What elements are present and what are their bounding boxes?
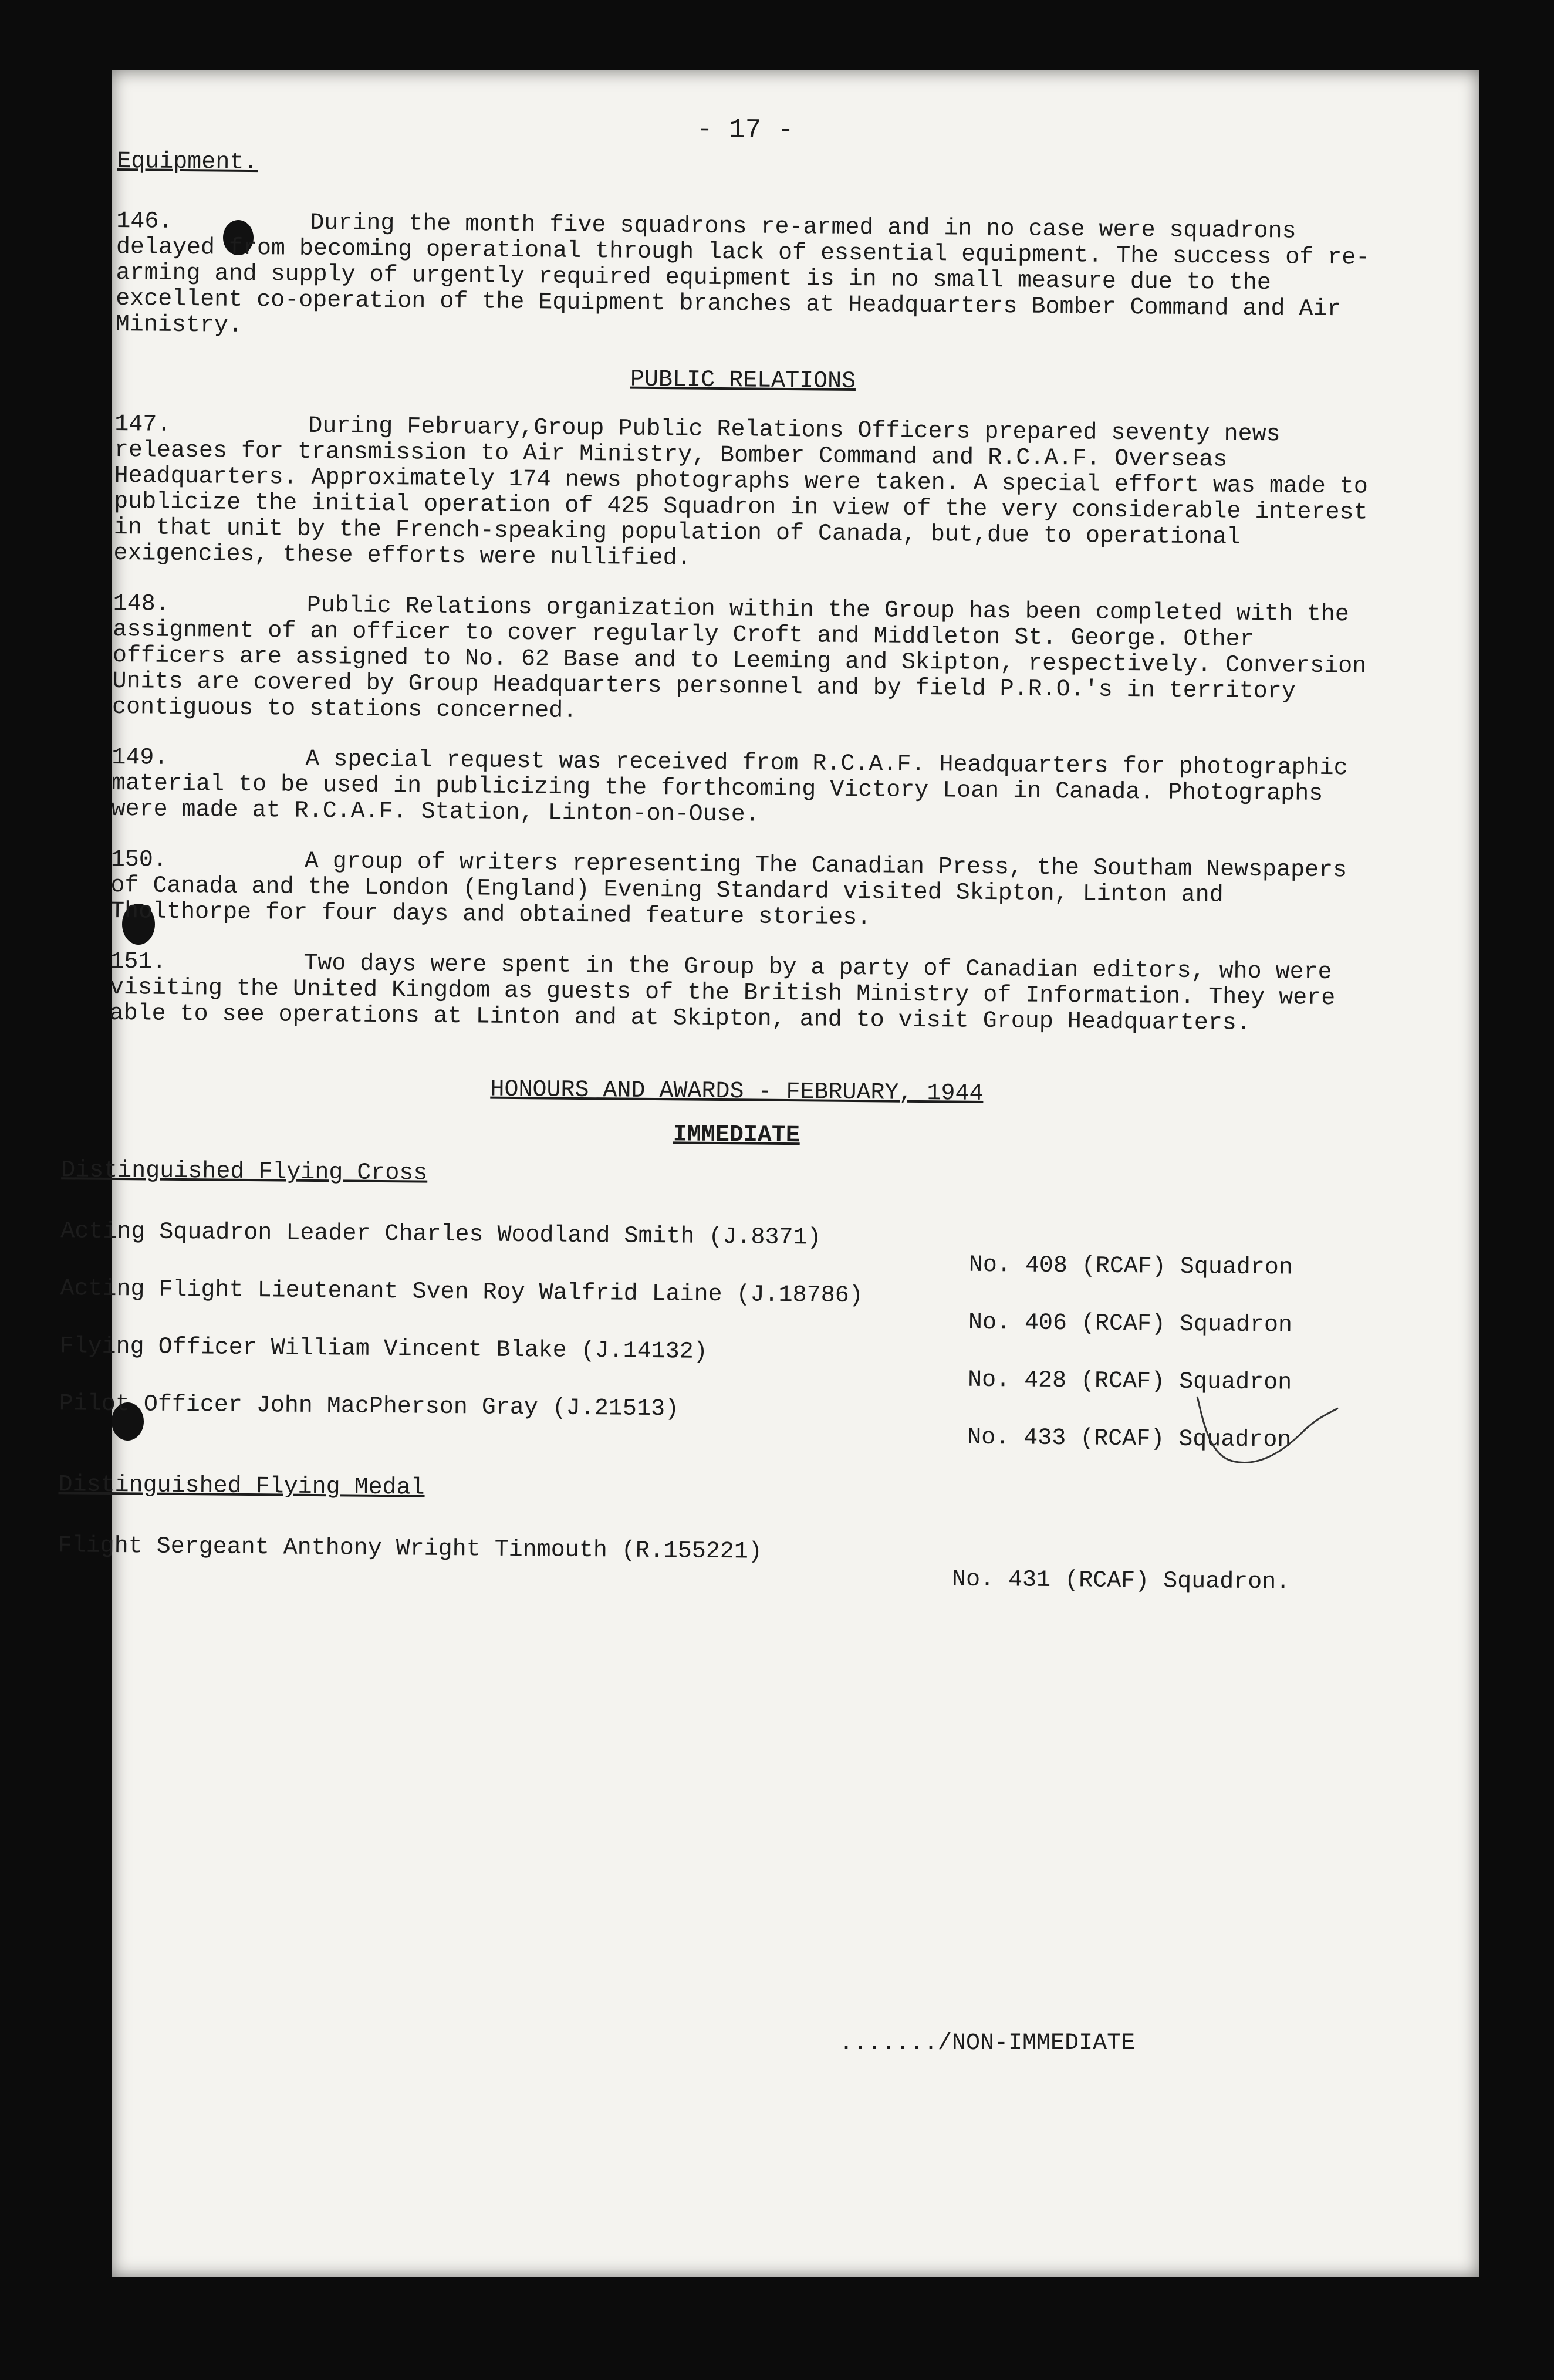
paragraph-151	[109, 949, 1366, 1038]
document-content	[58, 111, 1373, 1603]
paragraph-number: 150.	[110, 846, 168, 874]
award-name: Flight Sergeant Anthony Wright Tinmouth (R.155221)	[58, 1533, 763, 1566]
paragraph-text: Two days were spent in the Group by a party of Canadian editors, who were visiting the United Kingdom as guests of the British Ministry of Information. They were able to see operations at Linton and at Skipton, and to visit Group Headquarters.	[109, 950, 1336, 1037]
paragraph-number: 147.	[114, 411, 171, 438]
award-entry	[58, 1533, 1361, 1596]
paragraph-148	[112, 591, 1369, 732]
paragraph-text: A group of writers representing The Canadian Press, the Southam Newspapers of Canada and the London (England) Evening Standard visited Skipton, Linton and Tholthorpe for four days and obtained feature stories.	[110, 848, 1347, 932]
paragraph-text: Public Relations organization within the Group has been completed with the assignment of an officer to cover regularly Croft and Middleton St. George. Other officers are assigned to No. 62 Base and to Leeming and Skipton, respectively. Conversion Units are covered by Group Headquarters personnel and by field P.R.O.'s in territory contiguous to stations concerned.	[112, 592, 1367, 725]
paragraph-text: A special request was received from R.C.A.F. Headquarters for photographic material to be used in publicizing the forthcoming Victory Loan in Canada. Photographs were made at R.C.A.F. Station, Linton-on-Ouse.	[111, 746, 1348, 829]
paragraph-149	[111, 745, 1367, 834]
paragraph-number: 149.	[112, 744, 168, 772]
paragraph-text: During the month five squadrons re-armed and in no case were squadrons delayed from becoming operational through lack of essential equipment. The success of re-arming and supply of urgently required equipment is in no small measure due to the excellent co-operation of the Equipment branches at Headquarters Bomber Command and Air Ministry.	[115, 209, 1370, 339]
award-name: Acting Flight Lieutenant Sven Roy Walfrid Laine (J.18786)	[60, 1276, 863, 1310]
award-entry	[60, 1276, 1363, 1339]
paragraph-number: 146.	[116, 208, 173, 235]
dfc-heading: Distinguished Flying Cross	[61, 1157, 428, 1187]
award-entry	[60, 1219, 1364, 1282]
paragraph-147	[113, 412, 1370, 578]
honours-subtitle: IMMEDIATE	[673, 1121, 800, 1150]
paragraph-number: 148.	[113, 590, 170, 618]
equipment-heading: Equipment.	[117, 148, 258, 177]
award-entry	[59, 1334, 1363, 1397]
award-name: Pilot Officer John MacPherson Gray (J.21513)	[59, 1391, 680, 1423]
award-unit: No. 433 (RCAF) Squadron	[967, 1424, 1292, 1454]
award-unit: No. 406 (RCAF) Squadron	[968, 1309, 1293, 1339]
paragraph-text: During February,Group Public Relations Officers prepared seventy news releases for transmission to Air Ministry, Bomber Command and R.C.A.F. Overseas Headquarters. Approximately 174 news photographs were taken. A special effort was made to publicize the initial operation of 425 Squadron in view of the very considerable interest in that unit by the French-speaking population of Canada, but,due to operational exigencies, these efforts were nullified.	[113, 413, 1369, 572]
dfm-heading: Distinguished Flying Medal	[58, 1472, 425, 1502]
public-relations-heading: PUBLIC RELATIONS	[630, 366, 856, 395]
award-entry	[59, 1391, 1362, 1454]
pen-mark	[1191, 1385, 1344, 1479]
paragraph-146	[116, 209, 1373, 349]
paragraph-150	[110, 847, 1367, 936]
award-unit: No. 428 (RCAF) Squadron	[967, 1367, 1292, 1397]
award-name: Flying Officer William Vincent Blake (J.14132)	[59, 1333, 708, 1365]
paragraph-number: 151.	[110, 948, 167, 976]
continuation-note: ......./NON-IMMEDIATE	[839, 2030, 1136, 2057]
award-unit: No. 408 (RCAF) Squadron	[968, 1252, 1293, 1282]
award-name: Acting Squadron Leader Charles Woodland Smith (J.8371)	[60, 1218, 822, 1252]
honours-title: HONOURS AND AWARDS - FEBRUARY, 1944	[490, 1076, 984, 1107]
page-number: - 17 -	[696, 114, 794, 146]
award-unit: No. 431 (RCAF) Squadron.	[951, 1566, 1291, 1596]
